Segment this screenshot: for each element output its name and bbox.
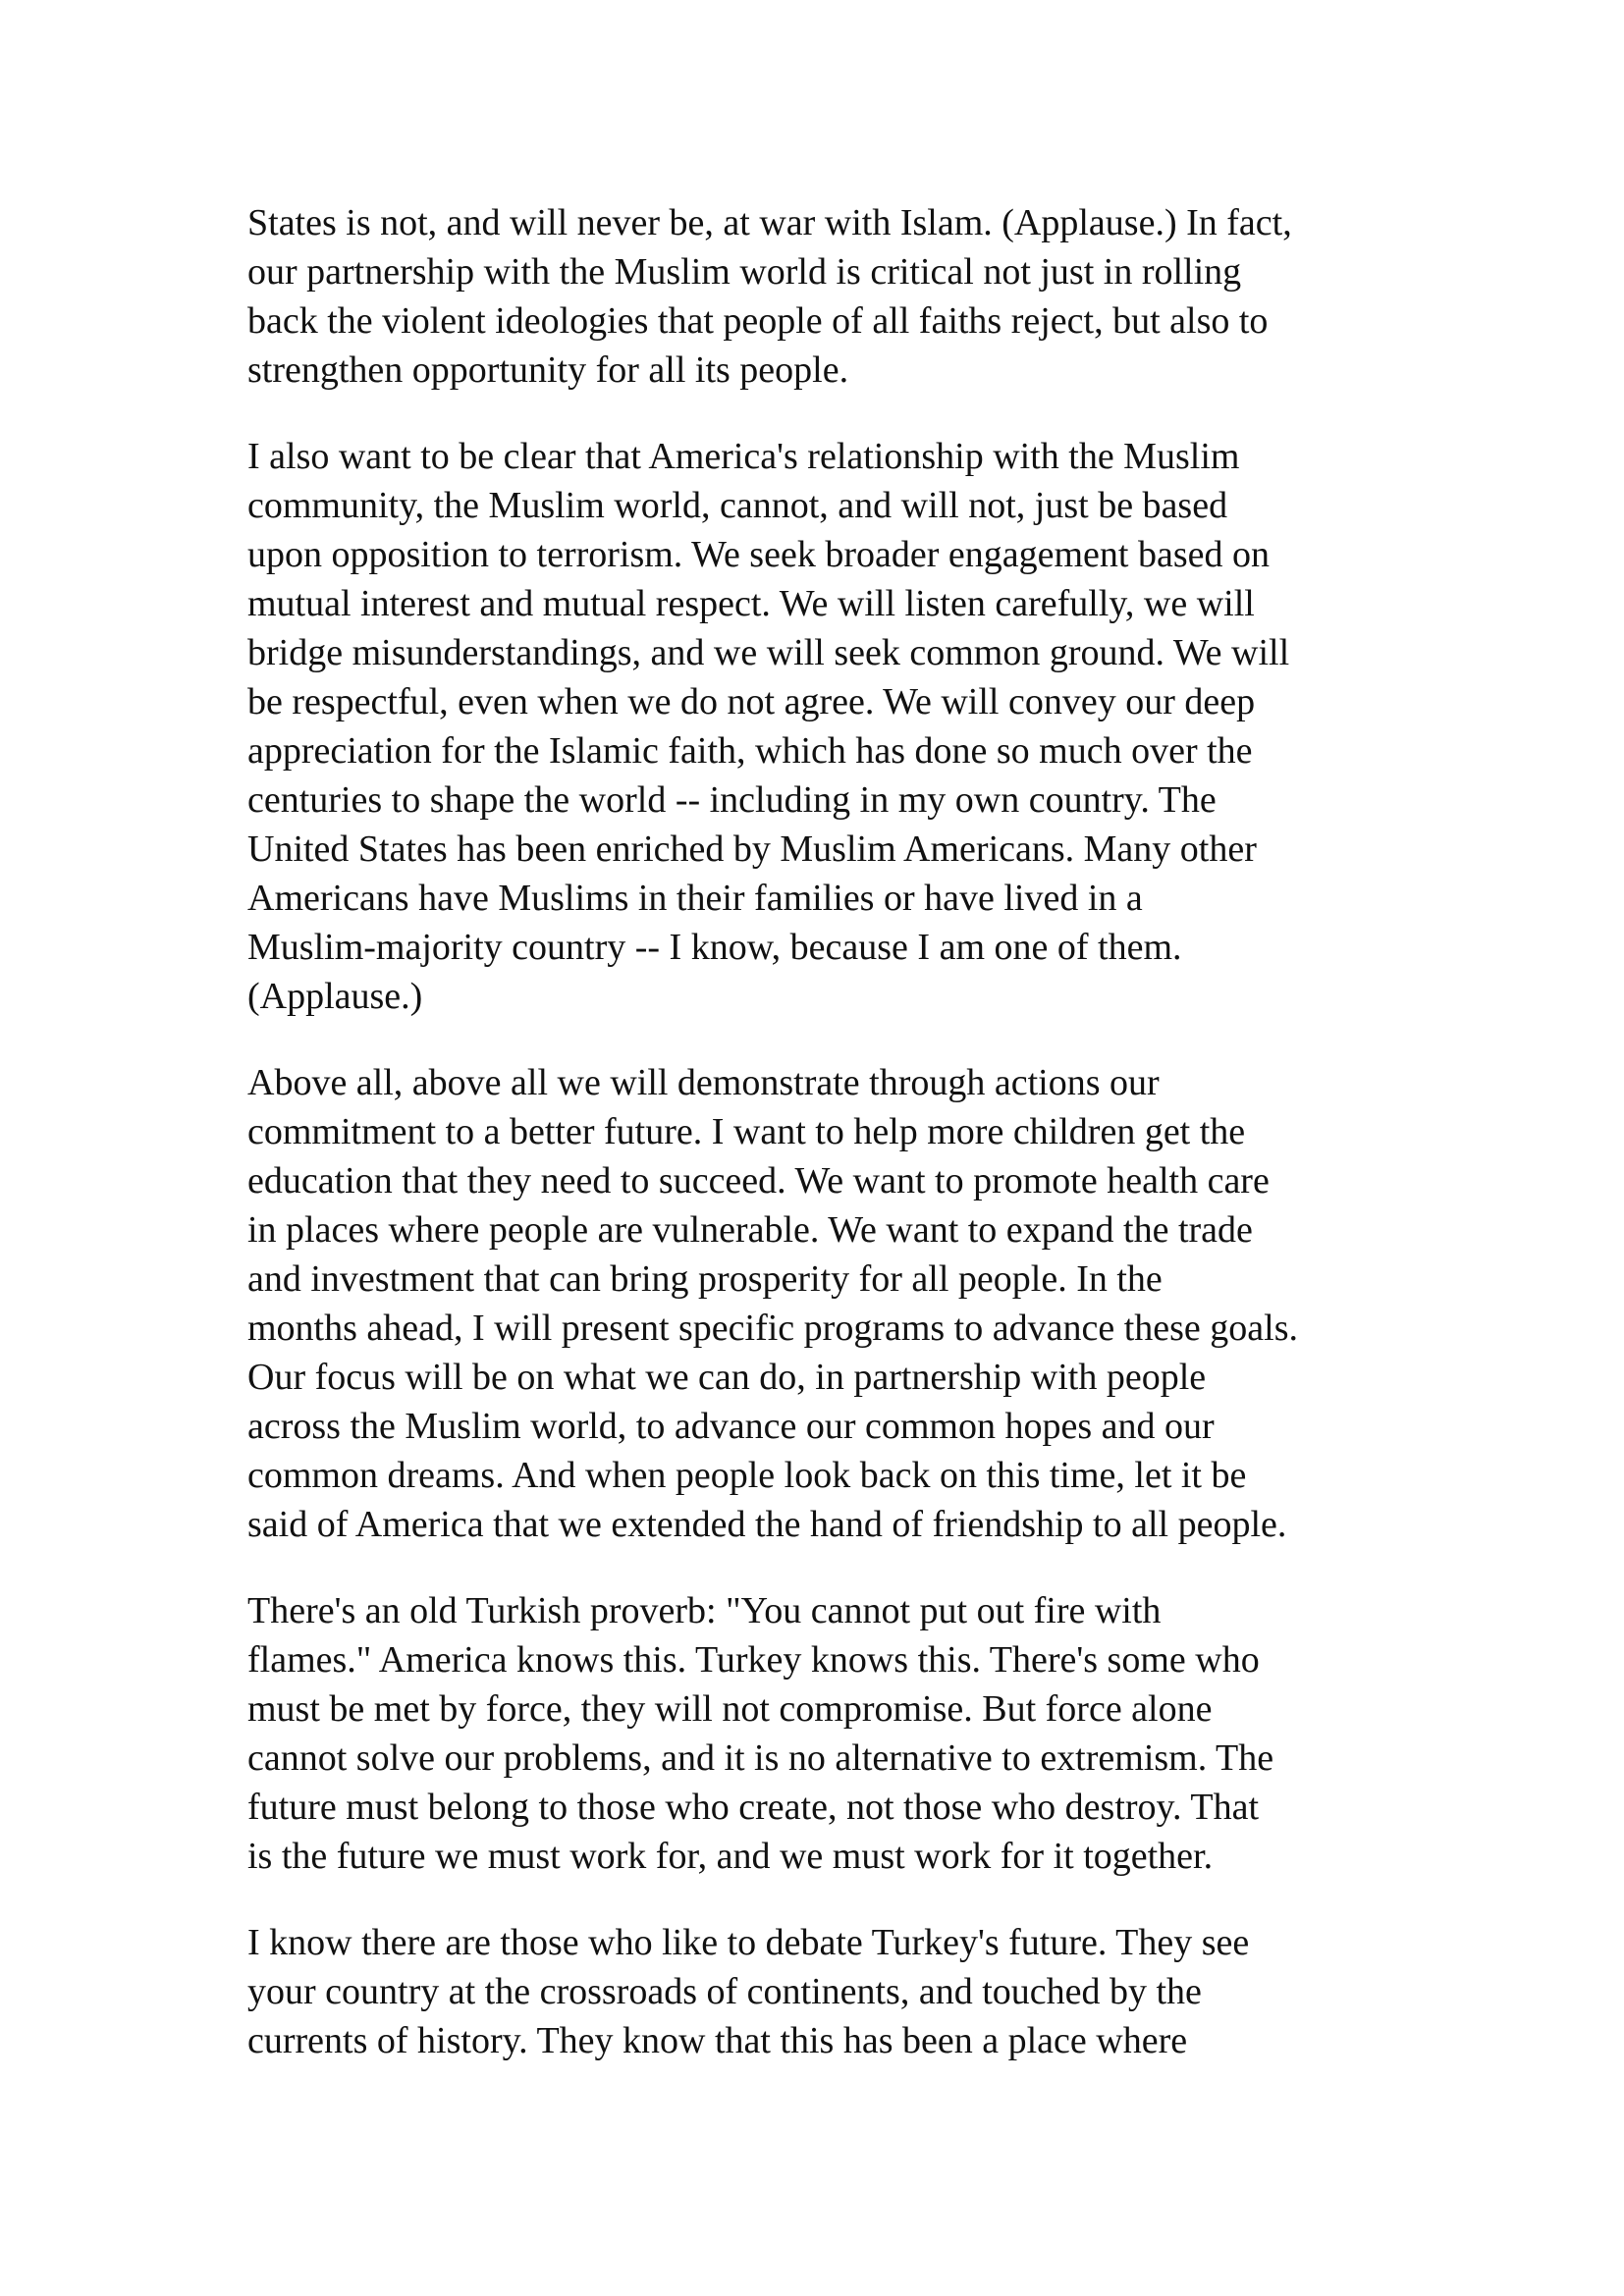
text-line: said of America that we extended the hand of friendship to all people. bbox=[247, 1504, 1287, 1545]
text-line: Our focus will be on what we can do, in partnership with people bbox=[247, 1357, 1207, 1398]
paragraph-1 bbox=[247, 198, 1426, 395]
paragraph-2 bbox=[247, 432, 1426, 1021]
paragraph-4 bbox=[247, 1586, 1426, 1881]
text-line: flames." America knows this. Turkey knows this. There's some who bbox=[247, 1639, 1260, 1681]
text-line: future must belong to those who create, not those who destroy. That bbox=[247, 1787, 1260, 1828]
text-line: cannot solve our problems, and it is no alternative to extremism. The bbox=[247, 1737, 1274, 1779]
text-line: (Applause.) bbox=[247, 976, 423, 1017]
text-line: Muslim-majority country -- I know, because I am one of them. bbox=[247, 927, 1182, 968]
text-line: United States has been enriched by Muslim Americans. Many other bbox=[247, 828, 1257, 870]
text-line: States is not, and will never be, at war with Islam. (Applause.) In fact, bbox=[247, 202, 1292, 243]
text-line: be respectful, even when we do not agree. We will convey our deep bbox=[247, 681, 1256, 722]
text-line: common dreams. And when people look back on this time, let it be bbox=[247, 1455, 1247, 1496]
paragraph-3 bbox=[247, 1058, 1426, 1549]
text-line: and investment that can bring prosperity for all people. In the bbox=[247, 1258, 1163, 1300]
text-line: education that they need to succeed. We want to promote health care bbox=[247, 1160, 1270, 1201]
text-line: across the Muslim world, to advance our common hopes and our bbox=[247, 1406, 1215, 1447]
text-line: must be met by force, they will not compromise. But force alone bbox=[247, 1688, 1213, 1730]
text-line: I know there are those who like to debate Turkey's future. They see bbox=[247, 1922, 1250, 1963]
text-line: Americans have Muslims in their families or have lived in a bbox=[247, 878, 1143, 919]
text-line: mutual interest and mutual respect. We will listen carefully, we will bbox=[247, 583, 1255, 624]
document-body bbox=[247, 198, 1426, 2103]
text-line: is the future we must work for, and we must work for it together. bbox=[247, 1836, 1214, 1877]
text-line: your country at the crossroads of continents, and touched by the bbox=[247, 1971, 1202, 2012]
text-line: Above all, above all we will demonstrate through actions our bbox=[247, 1062, 1160, 1103]
text-line: upon opposition to terrorism. We seek broader engagement based on bbox=[247, 534, 1270, 575]
text-line: appreciation for the Islamic faith, which has done so much over the bbox=[247, 730, 1253, 772]
text-line: bridge misunderstandings, and we will seek common ground. We will bbox=[247, 632, 1290, 673]
text-line: in places where people are vulnerable. We want to expand the trade bbox=[247, 1209, 1253, 1251]
paragraph-5 bbox=[247, 1918, 1426, 2065]
text-line: months ahead, I will present specific programs to advance these goals. bbox=[247, 1308, 1298, 1349]
text-line: commitment to a better future. I want to help more children get the bbox=[247, 1111, 1246, 1152]
text-line: community, the Muslim world, cannot, and will not, just be based bbox=[247, 485, 1228, 526]
text-line: strengthen opportunity for all its people. bbox=[247, 349, 849, 391]
text-line: our partnership with the Muslim world is critical not just in rolling bbox=[247, 251, 1242, 293]
text-line: There's an old Turkish proverb: "You cannot put out fire with bbox=[247, 1590, 1162, 1631]
text-line: centuries to shape the world -- including in my own country. The bbox=[247, 779, 1217, 821]
text-line: I also want to be clear that America's relationship with the Muslim bbox=[247, 436, 1240, 477]
text-line: currents of history. They know that this has been a place where bbox=[247, 2020, 1188, 2061]
text-line: back the violent ideologies that people of all faiths reject, but also to bbox=[247, 300, 1269, 342]
